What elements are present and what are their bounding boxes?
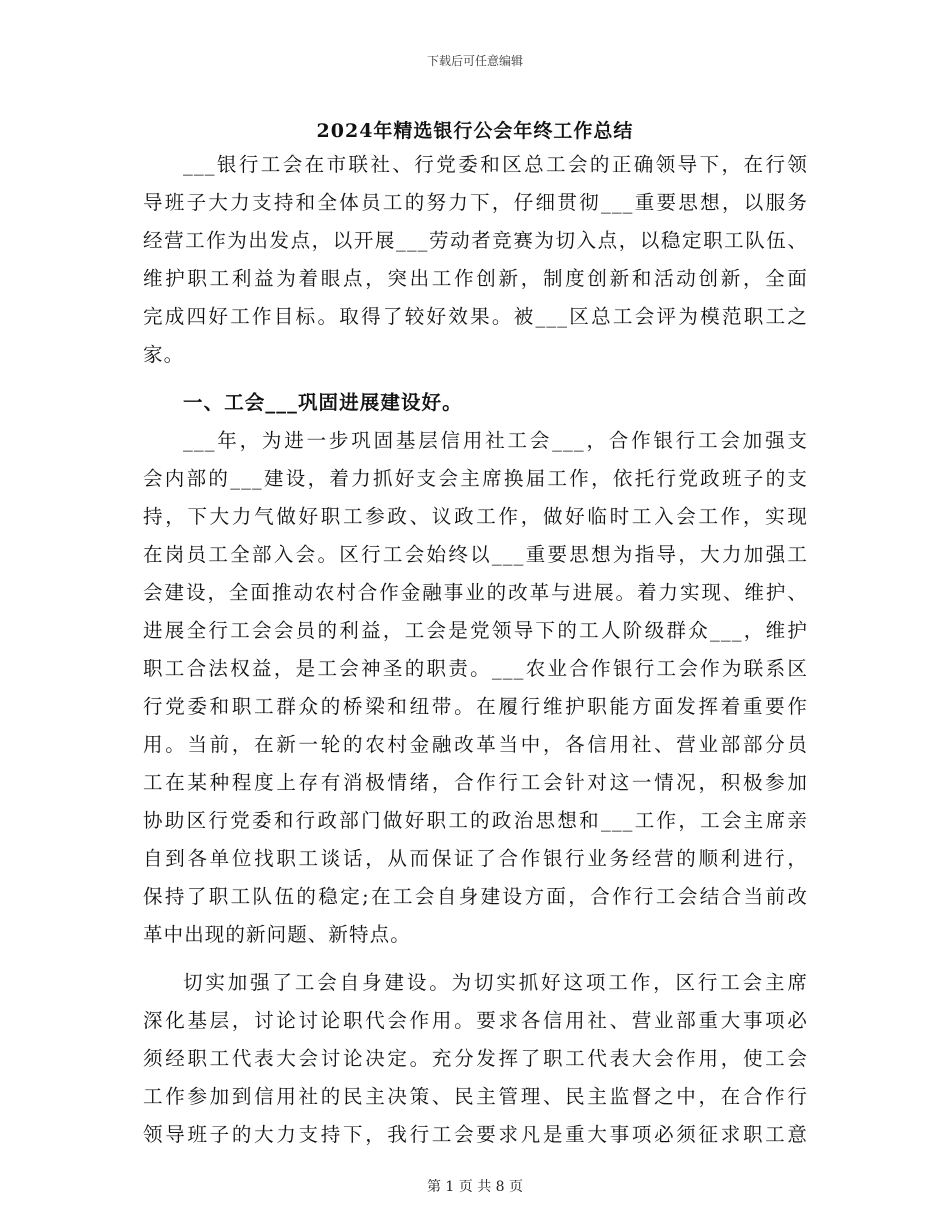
text-line: 深化基层，讨论讨论职代会作用。要求各信用社、营业部重大事项必	[143, 1009, 808, 1032]
intro-paragraph	[143, 146, 808, 374]
document-title: 2024年精选银行公会年终工作总结	[316, 120, 634, 142]
text-line: 进展全行工会会员的利益，工会是党领导下的工人阶级群众___，维护	[143, 619, 808, 642]
text-line: 革中出现的新问题、新特点。	[143, 923, 411, 946]
text-line: 工作参加到信用社的民主决策、民主管理、民主监督之中，在合作行	[143, 1085, 808, 1108]
text-line: 协助区行党委和行政部门做好职工的政治思想和___工作，工会主席亲	[143, 809, 808, 832]
text-line: 切实加强了工会自身建设。为切实抓好这项工作，区行工会主席	[183, 971, 808, 994]
text-line: 领导班子的大力支持下，我行工会要求凡是重大事项必须征求职工意	[143, 1123, 808, 1146]
text-line: 自到各单位找职工谈话，从而保证了合作银行业务经营的顺利进行，	[143, 847, 808, 870]
text-line: 职工合法权益，是工会神圣的职责。___农业合作银行工会作为联系区	[143, 657, 808, 680]
text-line: 持，下大力气做好职工参政、议政工作，做好临时工入会工作，实现	[143, 505, 808, 528]
text-line: 家。	[143, 343, 185, 366]
text-line: 在岗员工全部入会。区行工会始终以___重要思想为指导，大力加强工	[143, 543, 808, 566]
text-line: 保持了职工队伍的稳定;在工会自身建设方面，合作行工会结合当前改	[143, 885, 808, 908]
text-line: 用。当前，在新一轮的农村金融改革当中，各信用社、营业部部分员	[143, 733, 808, 756]
text-line: 工在某种程度上存有消极情绪，合作行工会针对这一情况，积极参加	[143, 771, 808, 794]
section-heading: 一、工会___巩固进展建设好。	[183, 391, 463, 414]
page-number-footer: 第 1 页 共 8 页	[426, 1179, 524, 1195]
text-line: 行党委和职工群众的桥梁和纽带。在履行维护职能方面发挥着重要作	[143, 695, 808, 718]
text-line: 会建设，全面推动农村合作金融事业的改革与进展。着力实现、维护、	[143, 581, 808, 604]
text-line: 完成四好工作目标。取得了较好效果。被___区总工会评为模范职工之	[143, 305, 808, 328]
text-line: ___银行工会在市联社、行党委和区总工会的正确领导下，在行领	[183, 153, 808, 176]
text-line: 经营工作为出发点，以开展___劳动者竞赛为切入点，以稳定职工队伍、	[143, 229, 808, 252]
document-body	[143, 146, 808, 1154]
text-line: 须经职工代表大会讨论决定。充分发挥了职工代表大会作用，使工会	[143, 1047, 808, 1070]
text-line: 导班子大力支持和全体员工的努力下，仔细贯彻___重要思想，以服务	[143, 191, 808, 214]
text-line: 会内部的___建设，着力抓好支会主席换届工作，依托行党政班子的支	[143, 467, 808, 490]
text-line: ___年，为进一步巩固基层信用社工会___，合作银行工会加强支	[183, 429, 808, 452]
header-note: 下载后可任意编辑	[426, 54, 523, 68]
section1-paragraph	[143, 422, 808, 954]
text-line: 维护职工利益为着眼点，突出工作创新，制度创新和活动创新，全面	[143, 267, 808, 290]
section2-paragraph	[143, 964, 808, 1154]
